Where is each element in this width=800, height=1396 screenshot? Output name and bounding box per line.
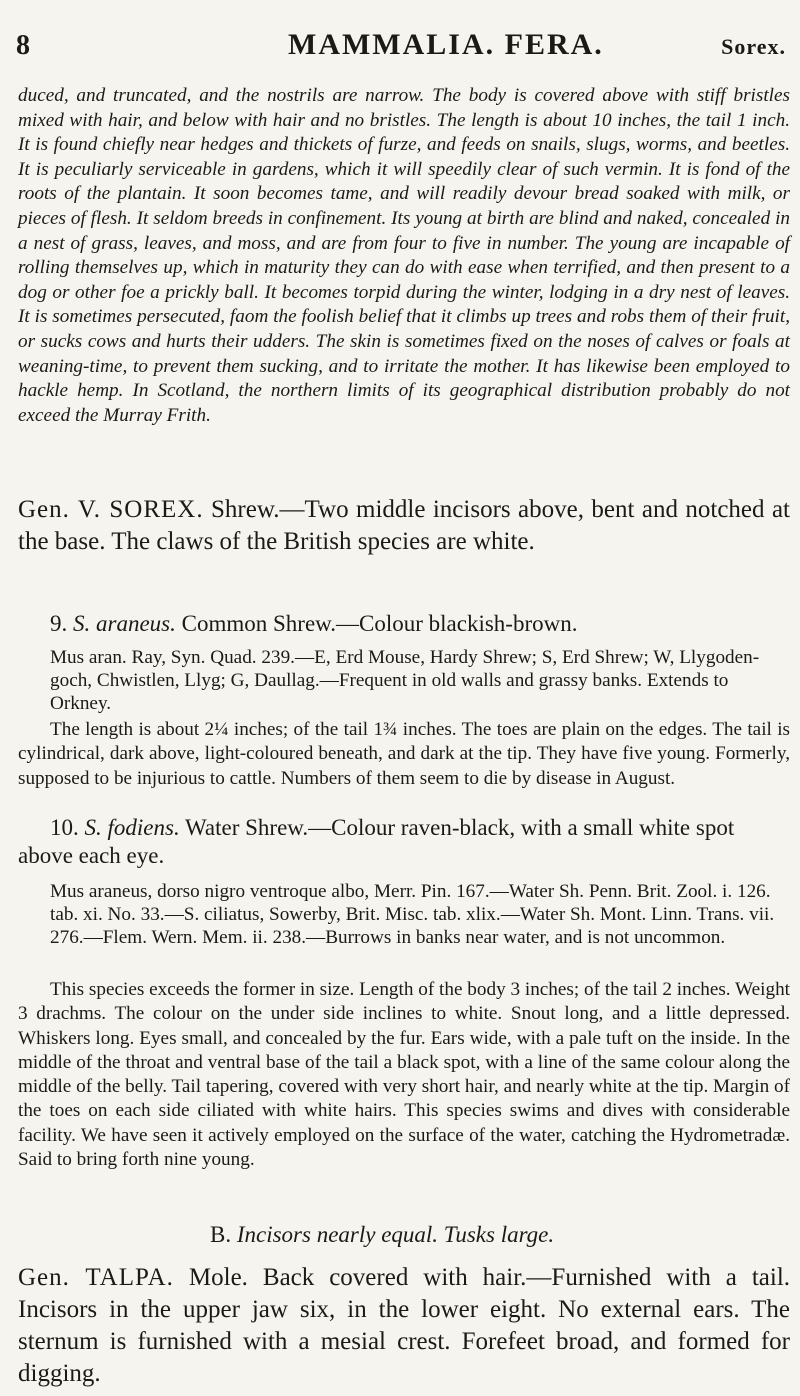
species-9-heading — [50, 610, 790, 638]
division-b — [210, 1222, 770, 1248]
species-10-name: S. fodiens. — [84, 815, 180, 840]
genus-talpa — [18, 1262, 790, 1390]
species-10-description: This species exceeds the former in size. Length of the body 3 inches; of the tail 2 inches. Weight 3 drachms. The colour on the under side inclines to white. Snout long, and a little depressed. Whiskers long. Eyes small, and concealed by the fur. Ears wide, with a pale tuft on the inside. In the middle of the throat and ventral base of the tail a black spot, with a line of the same colour along the middle of the belly. Tail tapering, covered with very short hair, and nearly white at the tip. Margin of the toes on each side ciliated with white hairs. This species swims and dives with considerable facility. We have seen it actively employed on the surface of the water, catching the Hydrometradæ. Said to bring forth nine young. — [18, 979, 790, 1171]
intro-paragraph: duced, and truncated, and the nostrils are narrow. The body is covered above with stiff bristles mixed with hair, and below with hair and no bristles. The length is about 10 inches, the tail 1 inch. It is found chiefly near hedges and thickets of furze, and feeds on snails, slugs, worms, and beetles. It is peculiarly serviceable in gardens, which it will speedily clear of such vermin. It is fond of the roots of the plantain. It soon becomes tame, and will readily devour bread soaked with milk, or pieces of flesh. It seldom breeds in confinement. Its young at birth are blind and naked, concealed in a nest of grass, leaves, and moss, and are from four to five in number. The young are incapable of rolling themselves up, which in maturity they can do with ease when terrified, and then present to a dog or other foe a prickly ball. It becomes torpid during the winter, lodging in a dry nest of leaves. It is sometimes persecuted, faom the foolish belief that it climbs up trees and robs them of their fruit, or sucks cows and hurts their udders. The skin is sometimes fixed on the noses of calves or foals at weaning-time, to prevent them sucking, and to irritate the mother. It has likewise been employed to hackle hemp. In Scotland, the northern limits of its geographical distribution probably do not exceed the Murray Frith. — [18, 85, 790, 426]
species-9-description: The length is about 2¼ inches; of the tail 1¾ inches. The toes are plain on the edges. The tail is cylindrical, dark above, light-coloured beneath, and dark at the tip. They have five young. Formerly, supposed to be injurious to cattle. Numbers of them seem to die by disease in August. — [18, 719, 790, 789]
division-b-label: B. — [210, 1222, 232, 1247]
genus-talpa-common: Mole. — [188, 1264, 248, 1291]
genus-talpa-label: Gen. TALPA. — [18, 1264, 174, 1291]
genus-sorex-label: Gen. V. SOREX. — [18, 496, 204, 523]
division-b-text: Incisors nearly equal. Tusks large. — [236, 1222, 555, 1247]
genus-sorex-common: Shrew. — [211, 496, 280, 523]
running-head: Sorex. — [721, 34, 786, 59]
species-10-synonymy: Mus araneus, dorso nigro ventroque albo, Merr. Pin. 167.—Water Sh. Penn. Brit. Zool. i. 126. tab. xi. No. 33.—S. ciliatus, Sowerby, Brit. Misc. tab. xlix.—Water Sh. Mont. Linn. Trans. vii. 276.—Flem. Wern. Mem. ii. 238.—Burrows in banks near water, and is not uncommon. — [50, 881, 775, 948]
species-9-number: 9. — [50, 611, 68, 636]
species-9-common: Common Shrew.—Colour blackish-brown. — [181, 611, 578, 636]
genus-talpa-text: Back covered with hair.—Furnished with a tail. Incisors in the upper jaw six, in the lower eight. No external ears. The sternum is furnished with a mesial crest. Forefeet broad, and formed for digging. — [18, 1264, 791, 1387]
species-10-number: 10. — [50, 815, 79, 840]
page-number: 8 — [16, 30, 30, 61]
genus-sorex-text: —Two middle incisors above, bent and notched at the base. The claws of the British species are white. — [18, 496, 790, 555]
species-9-name: S. araneus. — [73, 611, 176, 636]
genus-sorex — [18, 494, 790, 558]
species-10-heading — [18, 814, 790, 870]
species-9-synonymy: Mus aran. Ray, Syn. Quad. 239.—E, Erd Mouse, Hardy Shrew; S, Erd Shrew; W, Llygoden-goch, Chwistlen, Llyg; G, Daullag.—Frequent in old walls and grassy banks. Extends to Orkney. — [50, 647, 760, 714]
species-10-common: Water Shrew.—Colour raven-black, with a small white spot above each eye. — [18, 815, 735, 868]
page-header — [16, 28, 786, 68]
page-title: MAMMALIA. FERA. — [288, 28, 604, 61]
